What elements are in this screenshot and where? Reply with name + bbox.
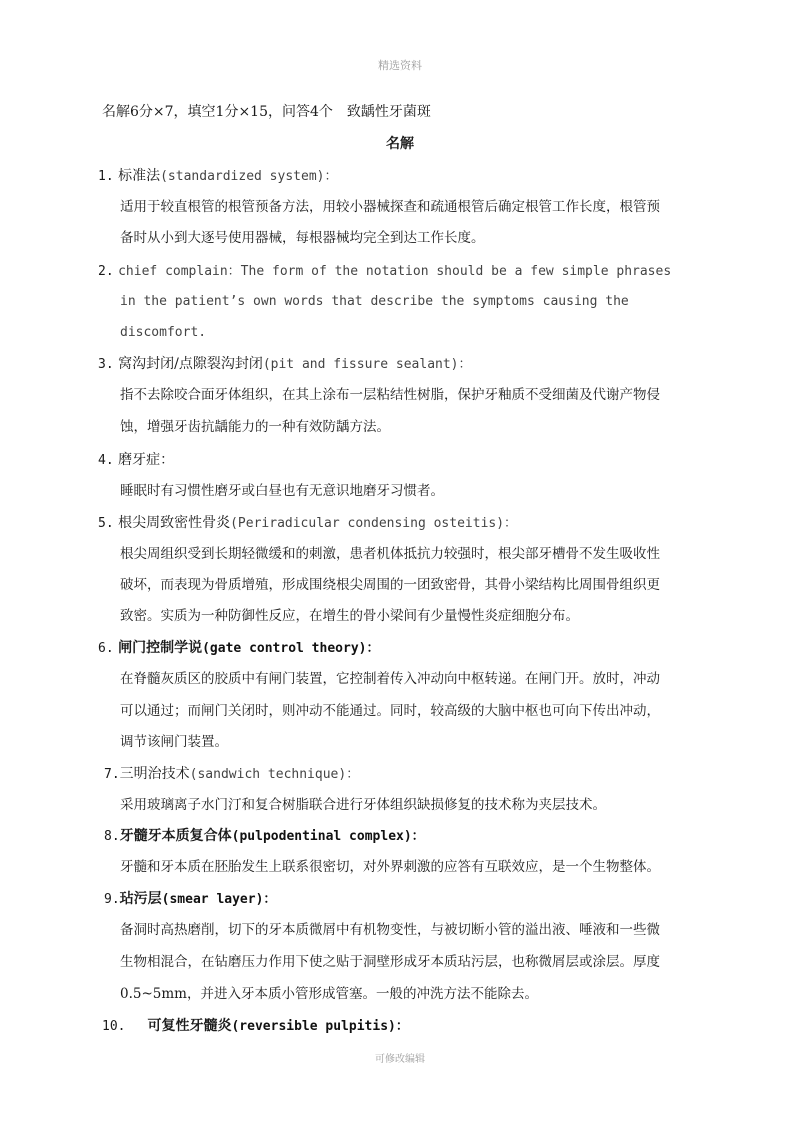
item-2-en-line: discomfort. bbox=[120, 325, 207, 340]
item-9-term: 玷污层 bbox=[119, 891, 162, 907]
item-7-body-line: 采用玻璃离子水门汀和复合树脂联合进行牙体组织缺损修复的技术称为夹层技术。 bbox=[120, 797, 606, 813]
item-5-term-en: (Periradicular condensing osteitis)： bbox=[230, 516, 518, 531]
item-1-number: 1. bbox=[98, 169, 114, 184]
item-1-term: 标准法 bbox=[118, 168, 161, 184]
item-5-body-line: 致密。实质为一种防御性反应，在增生的骨小梁间有少量慢性炎症细胞分布。 bbox=[120, 608, 579, 624]
page-header: 精选资料 bbox=[378, 59, 422, 72]
item-4-number: 4. bbox=[98, 453, 114, 468]
item-9-heading bbox=[104, 890, 276, 909]
item-3-number: 3. bbox=[98, 357, 114, 372]
item-6-body-line: 可以通过；而闸门关闭时，则冲动不能通过。同时，较高级的大脑中枢也可向下传出冲动， bbox=[120, 703, 660, 719]
item-3-body-line: 指不去除咬合面牙体组织，在其上涂布一层粘结性树脂，保护牙釉质不受细菌及代谢产物侵 bbox=[120, 387, 660, 403]
item-6-number: 6. bbox=[98, 641, 114, 656]
item-4-term: 磨牙症： bbox=[118, 452, 175, 468]
item-8-term: 牙髓牙本质复合体 bbox=[119, 828, 232, 844]
item-8-heading bbox=[104, 827, 425, 846]
item-3-body-line: 蚀，增强牙齿抗龋能力的一种有效防龋方法。 bbox=[120, 419, 390, 435]
item-8-number: 8. bbox=[104, 829, 120, 844]
item-6-body-line: 调节该闸门装置。 bbox=[120, 734, 228, 750]
item-3-term-en: (pit and fissure sealant)： bbox=[262, 357, 472, 372]
intro-line: 名解6分×7，填空1分×15，问答4个 致龋性牙菌斑 bbox=[102, 104, 431, 120]
item-7-heading bbox=[104, 765, 359, 784]
item-5-body-line: 根尖周组织受到长期轻微缓和的刺激，患者机体抵抗力较强时，根尖部牙槽骨不发生吸收性 bbox=[120, 546, 660, 562]
item-4-body-line: 睡眠时有习惯性磨牙或白昼也有无意识地磨牙习惯者。 bbox=[120, 483, 444, 499]
item-6-body-line: 在脊髓灰质区的胶质中有闸门装置，它控制着传入冲动向中枢转递。在闸门开。放时，冲动 bbox=[120, 671, 660, 687]
item-10-heading bbox=[102, 1017, 409, 1036]
section-title: 名解 bbox=[386, 136, 414, 152]
item-10-term-en: (reversible pulpitis)： bbox=[231, 1019, 409, 1034]
item-4-heading bbox=[98, 451, 174, 470]
item-10-number: 10. bbox=[102, 1019, 126, 1034]
item-1-body-line: 适用于较直根管的根管预备方法，用较小器械探查和疏通根管后确定根管工作长度，根管预 bbox=[120, 199, 660, 215]
item-8-body-line: 牙髓和牙本质在胚胎发生上联系很密切，对外界刺激的应答有互联效应，是一个生物整体。 bbox=[120, 859, 660, 875]
item-6-term: 闸门控制学说 bbox=[118, 640, 203, 656]
item-9-body-line: 0.5~5mm，并进入牙本质小管形成管塞。一般的冲洗方法不能除去。 bbox=[120, 986, 538, 1002]
item-7-term-en: (sandwich technique)： bbox=[189, 767, 360, 782]
item-2-en-line: chief complain：The form of the notation should be a few simple phrases bbox=[118, 264, 672, 279]
item-7-number: 7. bbox=[104, 767, 120, 782]
item-1-body-line: 备时从小到大逐号使用器械，每根器械均完全到达工作长度。 bbox=[120, 230, 485, 246]
item-2-number: 2. bbox=[98, 264, 114, 279]
page-footer: 可修改编辑 bbox=[375, 1054, 425, 1065]
item-2-en-line: in the patient’s own words that describe the symptoms causing the bbox=[120, 294, 629, 309]
item-5-number: 5. bbox=[98, 516, 114, 531]
item-7-term: 三明治技术 bbox=[119, 766, 190, 782]
item-6-heading bbox=[98, 639, 379, 658]
item-3-heading bbox=[98, 355, 472, 374]
item-9-number: 9. bbox=[104, 892, 120, 907]
item-10-term: 可复性牙髓炎 bbox=[147, 1018, 232, 1034]
item-2-heading bbox=[98, 262, 671, 281]
item-9-body-line: 生物相混合，在钻磨压力作用下使之贴于洞壁形成牙本质玷污层，也称微屑层或涂层。厚度 bbox=[120, 954, 660, 970]
item-1-heading bbox=[98, 167, 337, 186]
item-9-body-line: 备洞时高热磨削，切下的牙本质微屑中有机物变性，与被切断小管的溢出液、唾液和一些微 bbox=[120, 922, 660, 938]
item-9-term-en: (smear layer)： bbox=[161, 892, 277, 907]
item-3-term: 窝沟封闭/点隙裂沟封闭 bbox=[118, 356, 263, 372]
item-5-heading bbox=[98, 514, 517, 533]
item-6-term-en: (gate control theory)： bbox=[202, 641, 380, 656]
item-8-term-en: (pulpodentinal complex)： bbox=[231, 829, 425, 844]
item-1-term-en: (standardized system)： bbox=[160, 169, 338, 184]
item-5-term: 根尖周致密性骨炎 bbox=[118, 515, 231, 531]
item-5-body-line: 破坏，而表现为骨质增殖，形成围绕根尖周围的一团致密骨，其骨小梁结构比周围骨组织更 bbox=[120, 577, 660, 593]
